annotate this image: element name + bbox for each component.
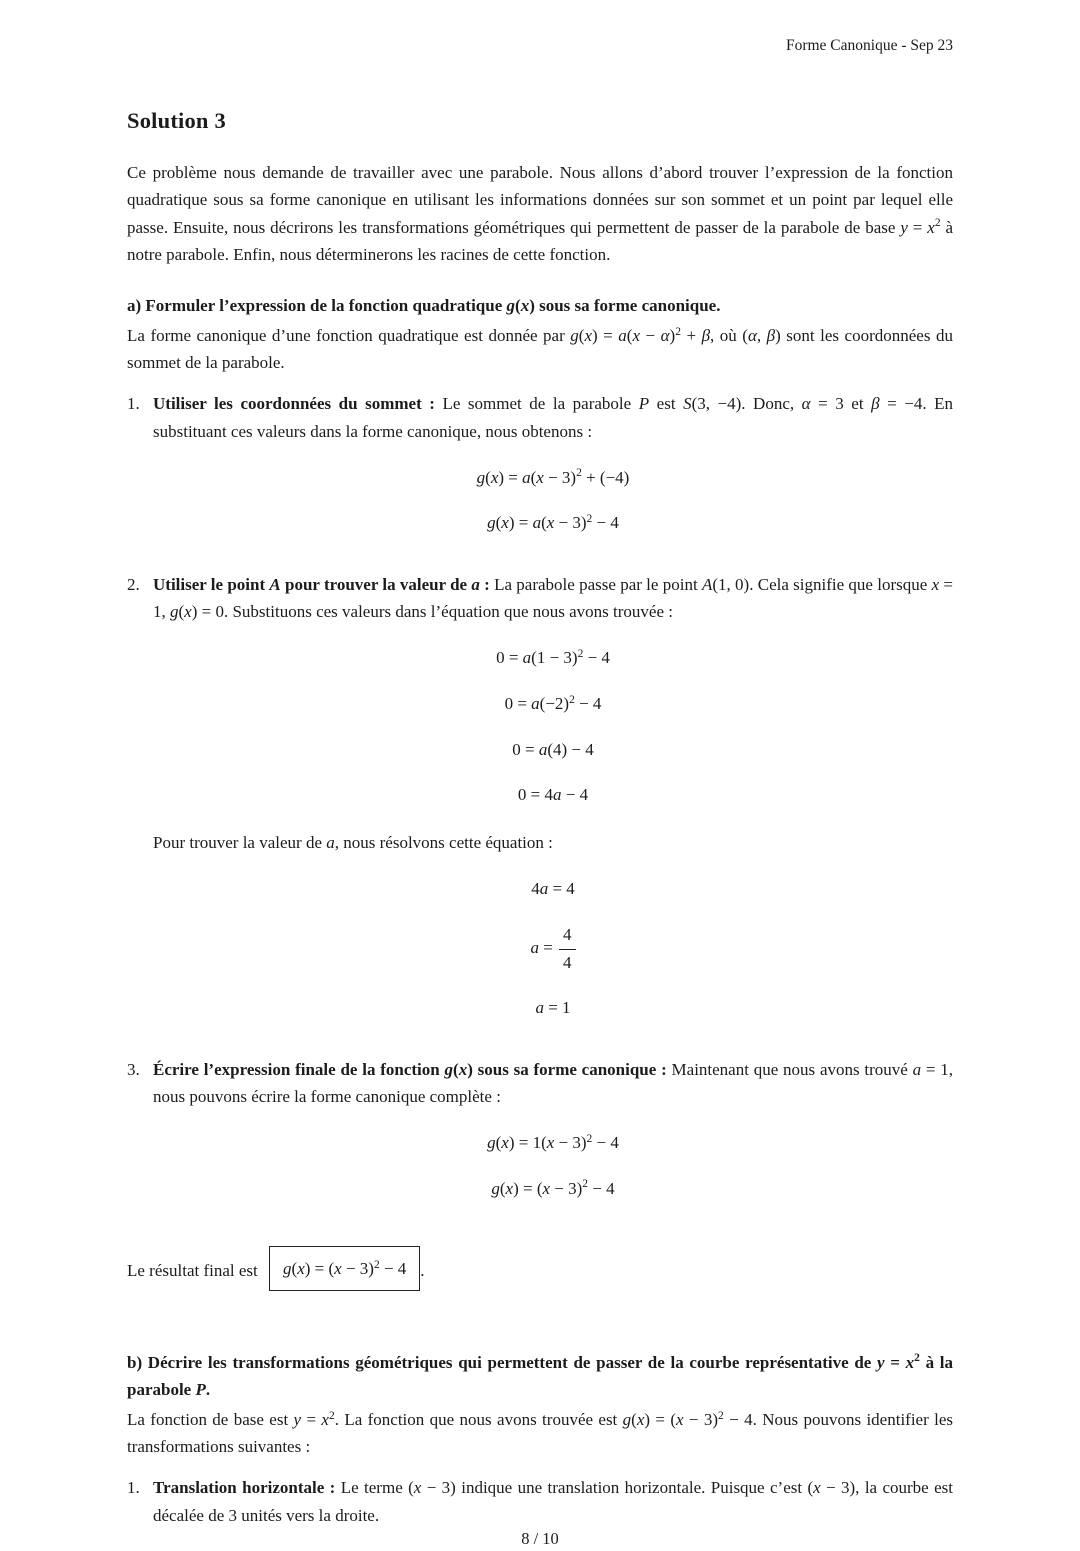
list-item: [127, 1474, 953, 1528]
equation: $g(x) = a(x - 3)^2 + (-4)$: [476, 467, 630, 487]
page-header-text: Forme Canonique - Sep 23: [785, 37, 953, 54]
ordered-list: [127, 1474, 953, 1528]
fraction-equation: a = $\frac{4}{4}$: [153, 923, 953, 975]
equation: a = 1: [535, 998, 571, 1018]
paragraph: Pour trouver la valeur de a, nous résolvons cette équation :: [153, 833, 553, 853]
equation: 4a = 4: [531, 879, 575, 899]
fraction-numerator: 4: [563, 924, 572, 944]
list-item-body: [153, 390, 953, 557]
equation: $g(x) = (x - 3)^2 - 4$: [491, 1178, 615, 1198]
result-line: Le résultat final est $g(x) = (x - 3)^2 - 4$ .: [127, 1246, 953, 1290]
page-number: 8 / 10: [521, 1528, 559, 1548]
equation: $0 = a(-2)^2 - 4$: [504, 693, 602, 714]
list-item: [127, 390, 953, 557]
list-item-text: Écrire l’expression finale de la fonction g(x) sous sa forme canonique : Maintenant que nous avons trouvé a = 1, nous pouvons écrire la forme canonique complète :: [153, 1059, 953, 1106]
section-heading: a) Formuler l’expression de la fonction quadratique g(x) sous sa forme canonique.: [127, 295, 721, 315]
list-item: [127, 1056, 953, 1223]
list-item-text: Translation horizontale : Le terme (x − 3) indique une translation horizontale. Puisque c’est (x − 3), la courbe est décalée de 3 unités vers la droite.: [153, 1478, 953, 1525]
equation: 0 = 4a − 4: [517, 785, 589, 805]
equation: 0 = a(4) − 4: [512, 739, 594, 759]
equation: $g(x) = a(x - 3)^2 - 4$: [487, 512, 619, 533]
list-item-body: [153, 1056, 953, 1223]
list-number: 1.: [127, 1478, 140, 1498]
paragraph: La fonction de base est $y = x^2$. La fonction que nous avons trouvée est $g(x) = (x - 3)^2 - 4$. Nous pouvons identifier les transformations suivantes :: [127, 1409, 954, 1457]
page-footer: [127, 1529, 953, 1551]
boxed-equation: $g(x) = (x - 3)^2 - 4$: [269, 1246, 420, 1290]
list-item-body: [153, 1474, 953, 1528]
list-number: 2.: [127, 575, 140, 595]
paragraph: La forme canonique d’une fonction quadratique est donnée par $g(x) = a(x - \alpha)^2 + \beta$, où (α, β) sont les coordonnées du sommet de la parabole.: [127, 325, 953, 373]
list-item-body: [153, 571, 953, 1042]
list-number: 3.: [127, 1059, 140, 1079]
ordered-list: [127, 390, 953, 1222]
equation: $g(x) = 1(x - 3)^2 - 4$: [487, 1132, 619, 1153]
page-header: [127, 36, 953, 56]
list-item-text: Utiliser le point A pour trouver la valeur de a : La parabole passe par le point A(1, 0). Cela signifie que lorsque x = 1, g(x) = 0. Substituons ces valeurs dans l’équation que nous avons trouvée :: [153, 575, 953, 622]
paragraph: Ce problème nous demande de travailler avec une parabole. Nous allons d’abord trouver l’expression de la fonction quadratique sous sa forme canonique en utilisant les informations données sur son sommet et un point par lequel elle passe. Ensuite, nous décrirons les transformations géométriques qui permettent de passer de la parabole de base $y = x^2$ à notre parabole. Enfin, nous déterminerons les racines de cette fonction.: [127, 163, 954, 264]
fraction-denominator: 4: [559, 949, 576, 976]
list-item-text: Utiliser les coordonnées du sommet : Le sommet de la parabole P est S(3, −4). Donc, α = 3 et β = −4. En substituant ces valeurs dans la forme canonique, nous obtenons :: [153, 394, 953, 441]
document-title: Solution 3: [127, 108, 226, 134]
document-content: [127, 134, 953, 1529]
equation: $0 = a(1 - 3)^2 - 4$: [496, 647, 610, 668]
fraction: [559, 923, 576, 975]
section-heading: b) Décrire les transformations géométriques qui permettent de passer de la courbe représentative de $y = x^2$ à la parabole P.: [127, 1352, 953, 1399]
list-item: [127, 571, 953, 1042]
list-number: 1.: [127, 394, 140, 414]
